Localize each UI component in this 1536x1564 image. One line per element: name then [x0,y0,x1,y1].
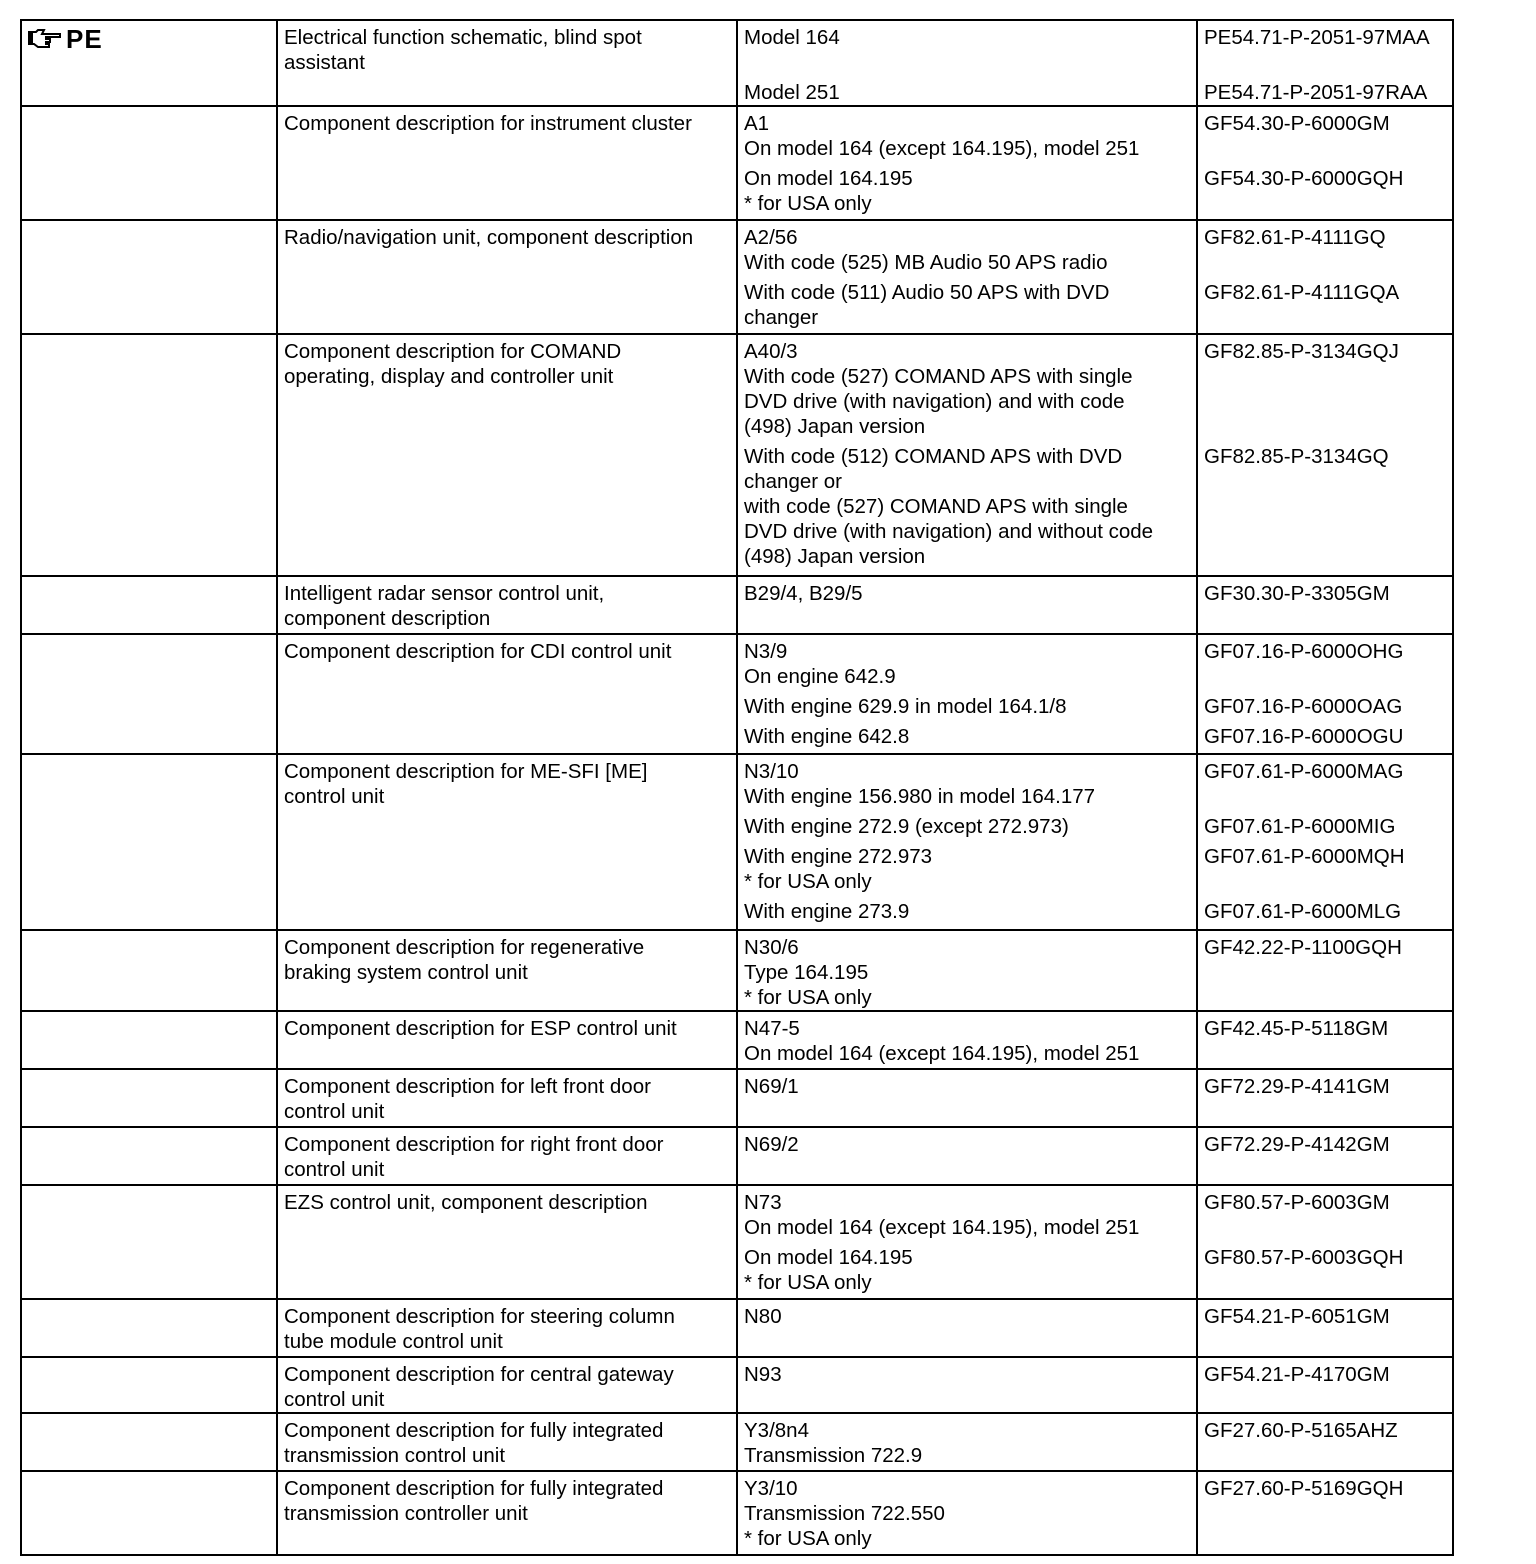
text-line: With engine 629.9 in model 164.1/8 [744,695,1067,718]
document-number: GF27.60-P-5165AHZ [1204,1419,1398,1442]
document-number: GF72.29-P-4142GM [1204,1133,1390,1156]
text-line: Component description for fully integrated [284,1477,664,1500]
description-cell [277,634,737,754]
document-number-block [1204,581,1446,606]
text-line: N73 [744,1191,782,1214]
reference-table [20,19,1454,1556]
marker-cell [21,930,277,1011]
condition-block [744,814,1190,839]
description-cell [277,1471,737,1555]
condition-cell [737,220,1197,334]
text-line: DVD drive (with navigation) and with code [744,390,1125,413]
text-line: DVD drive (with navigation) and without code [744,520,1154,543]
marker-cell [21,754,277,930]
text-line: Component description for regenerative [284,936,645,959]
condition-block [744,339,1190,439]
condition-cell [737,1471,1197,1555]
condition-block [744,1245,1190,1295]
text-line: Model 164 [744,26,840,49]
text-line: N3/10 [744,760,799,783]
document-number-block [1204,1074,1446,1099]
condition-cell [737,1413,1197,1471]
description-cell [277,1357,737,1413]
text-line: N30/6 [744,936,799,959]
text-line: control unit [284,1388,385,1411]
text-line: component description [284,607,491,630]
document-number: GF82.85-P-3134GQ [1204,445,1389,468]
table-row [21,334,1453,576]
marker-cell [21,634,277,754]
text-line: N80 [744,1305,782,1328]
document-number: GF30.30-P-3305GM [1204,582,1390,605]
document-number: GF27.60-P-5169GQH [1204,1477,1404,1500]
table-row [21,576,1453,634]
document-number-block [1204,1476,1446,1551]
text-line: control unit [284,1100,385,1123]
document-number-block [1204,935,1446,1010]
condition-block [744,166,1190,216]
text-line: With code (511) Audio 50 APS with DVD [744,281,1110,304]
marker-cell [21,576,277,634]
document-number-block [1204,1304,1446,1329]
text-line: (498) Japan version [744,415,926,438]
document-number: PE54.71-P-2051-97MAA [1204,26,1430,49]
condition-cell [737,1127,1197,1185]
text-line: Component description for fully integrated [284,1419,664,1442]
condition-block [744,111,1190,161]
text-line: with code (527) COMAND APS with single [744,495,1128,518]
document-number-block [1204,1016,1446,1066]
condition-block [744,844,1190,894]
table-row [21,1185,1453,1299]
marker-cell [21,106,277,220]
document-number-cell [1197,1413,1453,1471]
text-line: tube module control unit [284,1330,503,1353]
document-number: GF54.21-P-4170GM [1204,1363,1390,1386]
document-number: GF54.21-P-6051GM [1204,1305,1390,1328]
marker-cell [21,1011,277,1069]
table-row [21,1471,1453,1555]
document-number-block [1204,1362,1446,1387]
marker-cell [21,1471,277,1555]
document-number-cell [1197,754,1453,930]
text-line: * for USA only [744,1271,872,1294]
document-number-cell [1197,930,1453,1011]
condition-block [744,1190,1190,1240]
text-line: On model 164.195 [744,167,913,190]
text-line: * for USA only [744,870,872,893]
condition-block [744,759,1190,809]
description-cell [277,334,737,576]
description-cell [277,1127,737,1185]
document-number-cell [1197,634,1453,754]
document-number-block [1204,1418,1446,1468]
description-cell [277,20,737,106]
description-cell [277,1413,737,1471]
pe-marker [28,25,270,53]
condition-block [744,1304,1190,1329]
condition-cell [737,20,1197,106]
document-number-block [1204,1132,1446,1157]
text-line: Model 251 [744,81,840,104]
document-number-cell [1197,106,1453,220]
pointing-hand-icon [28,28,62,50]
marker-cell [21,1185,277,1299]
text-line: With code (512) COMAND APS with DVD [744,445,1123,468]
text-line: With engine 642.8 [744,725,910,748]
text-line: With engine 273.9 [744,900,910,923]
text-line: On model 164.195 [744,1246,913,1269]
condition-cell [737,1069,1197,1127]
document-number: GF82.61-P-4111GQ [1204,226,1386,249]
text-line: (498) Japan version [744,545,926,568]
condition-block [744,1016,1190,1066]
marker-cell [21,334,277,576]
document-number-cell [1197,1069,1453,1127]
document-number-cell [1197,334,1453,576]
document-number-cell [1197,576,1453,634]
document-number-block [1204,80,1446,105]
pe-label: PE [66,24,103,54]
document-number-cell [1197,1185,1453,1299]
description-cell [277,754,737,930]
document-number: GF07.61-P-6000MAG [1204,760,1404,783]
document-number-block [1204,280,1446,330]
description-cell [277,930,737,1011]
condition-block [744,225,1190,275]
document-number: GF07.61-P-6000MLG [1204,900,1402,923]
document-number-cell [1197,220,1453,334]
document-number-block [1204,814,1446,839]
document-number: GF07.16-P-6000OGU [1204,725,1404,748]
text-line: Type 164.195 [744,961,869,984]
document-number: GF80.57-P-6003GM [1204,1191,1390,1214]
text-line: N93 [744,1363,782,1386]
document-number: GF07.16-P-6000OAG [1204,695,1403,718]
document-number: GF82.85-P-3134GQJ [1204,340,1399,363]
document-number: GF72.29-P-4141GM [1204,1075,1390,1098]
description-cell [277,106,737,220]
document-number-block [1204,225,1446,275]
condition-cell [737,930,1197,1011]
text-line: With code (525) MB Audio 50 APS radio [744,251,1108,274]
condition-block [744,1074,1190,1099]
document-number: GF07.61-P-6000MQH [1204,845,1405,868]
document-number-block [1204,694,1446,719]
text-line: A40/3 [744,340,798,363]
text-line: changer [744,306,819,329]
table-row [21,1413,1453,1471]
table-row [21,930,1453,1011]
text-line: N69/2 [744,1133,799,1156]
description-cell [277,1185,737,1299]
reference-table-body [21,20,1453,1555]
table-row [21,634,1453,754]
text-line: Radio/navigation unit, component description [284,226,694,249]
condition-block [744,694,1190,719]
text-line: * for USA only [744,986,872,1009]
text-line: Component description for steering column [284,1305,675,1328]
text-line: Component description for right front door [284,1133,664,1156]
text-line: Component description for ESP control unit [284,1017,677,1040]
text-line: Y3/10 [744,1477,798,1500]
document-number-block [1204,166,1446,216]
condition-block [744,25,1190,50]
document-number-block [1204,339,1446,439]
table-row [21,106,1453,220]
condition-cell [737,106,1197,220]
document-number-block [1204,844,1446,894]
text-line: With engine 156.980 in model 164.177 [744,785,1096,808]
condition-block [744,444,1190,569]
condition-cell [737,634,1197,754]
text-line: transmission controller unit [284,1502,528,1525]
text-line: Y3/8n4 [744,1419,809,1442]
document-number-cell [1197,1127,1453,1185]
text-line: EZS control unit, component description [284,1191,648,1214]
condition-cell [737,1011,1197,1069]
text-line: On model 164 (except 164.195), model 251 [744,137,1140,160]
document-number: GF80.57-P-6003GQH [1204,1246,1404,1269]
table-row [21,1127,1453,1185]
text-line: With engine 272.973 [744,845,933,868]
text-line: assistant [284,51,365,74]
text-line: * for USA only [744,192,872,215]
condition-block [744,899,1190,924]
text-line: B29/4, B29/5 [744,582,863,605]
text-line: transmission control unit [284,1444,506,1467]
text-line: With code (527) COMAND APS with single [744,365,1133,388]
condition-block [744,935,1190,1010]
text-line: N3/9 [744,640,788,663]
text-line: Component description for central gateway [284,1363,674,1386]
document-number: GF54.30-P-6000GQH [1204,167,1404,190]
text-line: On model 164 (except 164.195), model 251 [744,1042,1140,1065]
document-number: GF82.61-P-4111GQA [1204,281,1400,304]
condition-block [744,1362,1190,1387]
text-line: Component description for COMAND [284,340,622,363]
text-line: N69/1 [744,1075,799,1098]
text-line: operating, display and controller unit [284,365,614,388]
marker-cell [21,1127,277,1185]
document-number-block [1204,899,1446,924]
text-line: On engine 642.9 [744,665,896,688]
condition-cell [737,754,1197,930]
description-cell [277,1011,737,1069]
table-row [21,1357,1453,1413]
text-line: Transmission 722.9 [744,1444,923,1467]
description-cell [277,576,737,634]
condition-block [744,1418,1190,1468]
text-line: On model 164 (except 164.195), model 251 [744,1216,1140,1239]
document-number-block [1204,1190,1446,1240]
condition-block [744,1132,1190,1157]
text-line: N47-5 [744,1017,800,1040]
text-line: Component description for ME-SFI [ME] [284,760,648,783]
document-number-cell [1197,20,1453,106]
document-number: GF07.61-P-6000MIG [1204,815,1396,838]
marker-cell [21,1299,277,1357]
text-line: With engine 272.9 (except 272.973) [744,815,1069,838]
condition-cell [737,1299,1197,1357]
marker-cell [21,1069,277,1127]
description-cell [277,1299,737,1357]
text-line: A1 [744,112,770,135]
marker-cell [21,1357,277,1413]
document-number-block [1204,25,1446,50]
document-number-block [1204,759,1446,809]
table-row [21,1011,1453,1069]
text-line: A2/56 [744,226,798,249]
document-number-cell [1197,1299,1453,1357]
table-row [21,754,1453,930]
condition-cell [737,1185,1197,1299]
document-number-block [1204,1245,1446,1295]
condition-block [744,639,1190,689]
document-number-block [1204,639,1446,689]
text-line: * for USA only [744,1527,872,1550]
document-number: GF07.16-P-6000OHG [1204,640,1404,663]
document-number: GF54.30-P-6000GM [1204,112,1390,135]
text-line: Transmission 722.550 [744,1502,945,1525]
text-line: Component description for left front door [284,1075,651,1098]
condition-block [744,280,1190,330]
marker-cell [21,1413,277,1471]
text-line: control unit [284,785,385,808]
document-number-cell [1197,1011,1453,1069]
document-number-cell [1197,1357,1453,1413]
document-number-block [1204,111,1446,161]
description-cell [277,1069,737,1127]
text-line: braking system control unit [284,961,528,984]
text-line: Electrical function schematic, blind spot [284,26,642,49]
table-row [21,220,1453,334]
text-line: Component description for CDI control unit [284,640,672,663]
text-line: Component description for instrument cluster [284,112,692,135]
document-number-cell [1197,1471,1453,1555]
condition-block [744,1476,1190,1551]
condition-block [744,80,1190,105]
table-row [21,20,1453,106]
table-row [21,1069,1453,1127]
marker-cell [21,20,277,106]
document-number: GF42.22-P-1100GQH [1204,936,1402,959]
condition-block [744,724,1190,749]
document-number: GF42.45-P-5118GM [1204,1017,1389,1040]
document-number: PE54.71-P-2051-97RAA [1204,81,1428,104]
condition-cell [737,576,1197,634]
table-row [21,1299,1453,1357]
marker-cell [21,220,277,334]
condition-block [744,581,1190,606]
text-line: changer or [744,470,843,493]
document-number-block [1204,444,1446,569]
text-line: control unit [284,1158,385,1181]
document-number-block [1204,724,1446,749]
text-line: Intelligent radar sensor control unit, [284,582,605,605]
condition-cell [737,334,1197,576]
description-cell [277,220,737,334]
condition-cell [737,1357,1197,1413]
